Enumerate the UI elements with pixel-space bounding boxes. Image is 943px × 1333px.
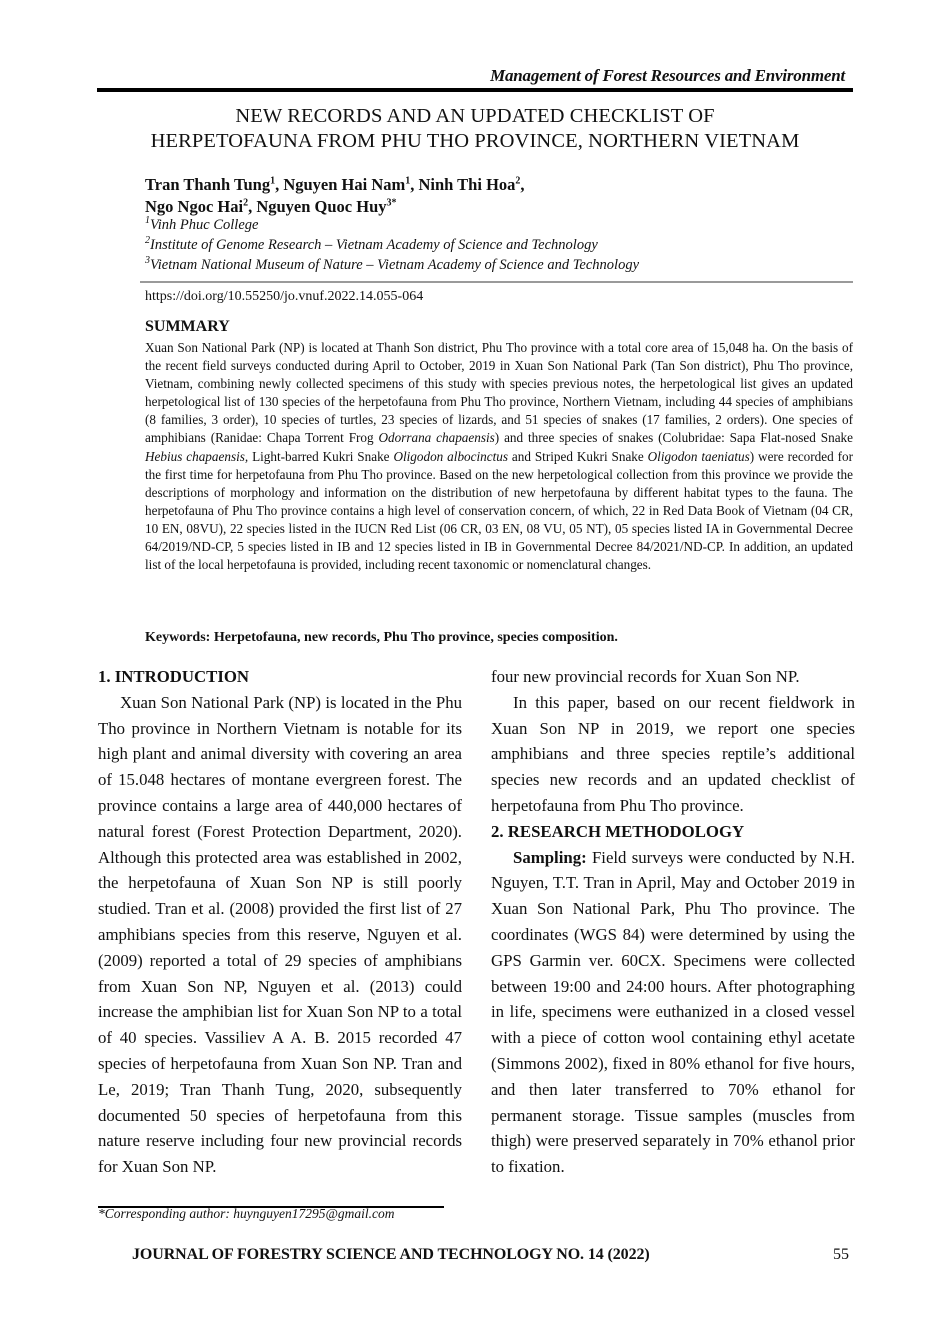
sampling-paragraph: Sampling: Field surveys were conducted by N.H. Nguyen, T.T. Tran in April, May and October 2019 in Xuan Son National Park, Phu Tho province. The coordinates (WGS 84) were determined by using the GPS Garmin ver. 60CX. Specimens were collected between 19:00 and 24:00 hours. After photographing in life, specimens were euthanized in a closed vessel with a piece of cotton wool containing ethyl acetate (Simmons 2002), fixed in 80% ethanol for five hours, and then later transferred to 70% ethanol for permanent storage. Tissue samples (muscles from thigh) were preserved separately in 70% ethanol prior to fixation. — [491, 847, 855, 1177]
intro-paragraph-1-continued: four new provincial records for Xuan Son NP. — [491, 667, 800, 686]
author-list: Tran Thanh Tung$^1$, Nguyen Hai Nam$^1$, Ninh Thi Hoa$^2$, Ngo Ngoc Hai$^2$, Nguyen Quoc Huy$^{3*}$ — [145, 175, 525, 216]
doi-link[interactable]: https://doi.org/10.55250/jo.vnuf.2022.14.055-064 — [145, 289, 424, 304]
summary-heading: SUMMARY — [145, 318, 230, 335]
journal-footer: JOURNAL OF FORESTRY SCIENCE AND TECHNOLOGY NO. 14 (2022) — [132, 1246, 650, 1263]
intro-paragraph-1: Xuan Son National Park (NP) is located in the Phu Tho province in Northern Vietnam is notable for its high plant and animal diversity with covering an area of 15.048 hectares of montane evergreen forest. The province contains a large area of 440,000 hectares of natural forest (Forest Protection Department, 2020). Although this protected area was established in 2002, the herpetofauna of Xuan Son NP is still poorly studied. Tran et al. (2008) provided the first list of 27 amphibians species from this reserve, Nguyen et al. (2009) reported a total of 29 species of amphibians from Xuan Son NP, Nguyen et al. (2013) could increase the amphibian list for Xuan Son NP to a total of 40 species. Vassiliev A A. B. 2015 recorded 47 species of herpetofauna from Xuan Son NP. Tran and Le, 2019; Tran Thanh Tung, 2020, subsequently documented 50 species of herpetofauna from this nature reserve including four new provincial records for Xuan Son NP. — [98, 692, 462, 1177]
page-number: 55 — [833, 1246, 849, 1263]
author-name: Nguyen Quoc Huy — [256, 197, 387, 216]
article-title — [97, 104, 853, 154]
affiliation-3: $^3$Vietnam National Museum of Nature – Vietnam Academy of Science and Technology — [145, 255, 640, 273]
title-line-1: NEW RECORDS AND AN UPDATED CHECKLIST OF — [235, 105, 715, 127]
summary-text: Xuan Son National Park (NP) is located at Thanh Son district, Phu Tho province with a total core area of 15,048 ha. On the basis of the recent field surveys conducted during April to October, 2019 in Xuan Son National Park (Tan Son district), Phu Tho province, Vietnam, combining newly collected specimens of this study with species previous notes, the herpetological list gives an updated herpetological list of 130 species of the herpetofauna from Phu Tho province, Northern Vietnam, including 44 species of amphibians (8 families, 3 order), 10 species of turtles, 23 species of lizards, and 51 species of snakes (17 families, 2 orders). One species of amphibians (Ranidae: Chapa Torrent Frog Odorrana chapaensis) and three species of snakes (Colubridae: Sapa Flat-nosed Snake Hebius chapaensis, Light-barred Kukri Snake Oligodon albocinctus and Striped Kukri Snake Oligodon taeniatus) were recorded for the first time for herpetofauna from Phu Tho province. Based on the new herpetological collection from this province we provide the descriptions of morphology and information on the distribution of new herpetofauna by different habitat types to the fauna. The herpetofauna of Phu Tho province contains a high level of conservation concern, of which, 22 in Red Data Book of Vietnam (04 CR, 10 EN, 08VU), 22 species listed in the IUCN Red List (06 CR, 03 EN, 08 VU, 05 NT), 05 species listed IA in Governmental Decree 64/2019/ND-CP, 5 species listed in IB and 12 species listed in IB in Governmental Decree 84/2021/ND-CP. In addition, an updated list of the local herpetofauna is provided, including recent taxonomic or nomenclatural changes. — [145, 340, 853, 573]
author-name: Ngo Ngoc Hai — [145, 197, 244, 216]
species-name: Odorrana chapaensis — [378, 430, 495, 446]
species-name: Hebius chapaensis, — [145, 448, 249, 464]
author-name: Nguyen Hai Nam — [283, 175, 406, 194]
running-head: Management of Forest Resources and Environment — [490, 66, 845, 85]
affiliation-rule — [140, 281, 853, 283]
right-column — [491, 664, 855, 1180]
species-name: Oligodon albocinctus — [393, 448, 508, 464]
author-name: Ninh Thi Hoa — [418, 175, 516, 194]
section-heading-introduction: 1. INTRODUCTION — [98, 667, 250, 686]
section-heading-methodology: 2. RESEARCH METHODOLOGY — [491, 821, 745, 841]
corresponding-author-footnote: *Corresponding author: huynguyen17295@gmail.com — [98, 1206, 395, 1221]
author-name: Tran Thanh Tung — [145, 175, 271, 194]
affiliation-2: $^2$Institute of Genome Research – Vietnam Academy of Science and Technology — [145, 235, 598, 253]
header-rule — [97, 88, 853, 92]
title-line-2: HERPETOFAUNA FROM PHU THO PROVINCE, NORTHERN VIETNAM — [150, 130, 800, 152]
affiliation-1: $^1$Vinh Phuc College — [145, 215, 259, 233]
keywords: Keywords: Herpetofauna, new records, Phu Tho province, species composition. — [145, 630, 618, 645]
left-column — [98, 664, 462, 1206]
species-name: Oligodon taeniatus — [647, 448, 750, 464]
intro-paragraph-2: In this paper, based on our recent fieldwork in Xuan Son NP in 2019, we report one species amphibians and three species reptile’s additional species new records and an updated checklist of herpetofauna from Phu Tho province. — [491, 692, 855, 815]
